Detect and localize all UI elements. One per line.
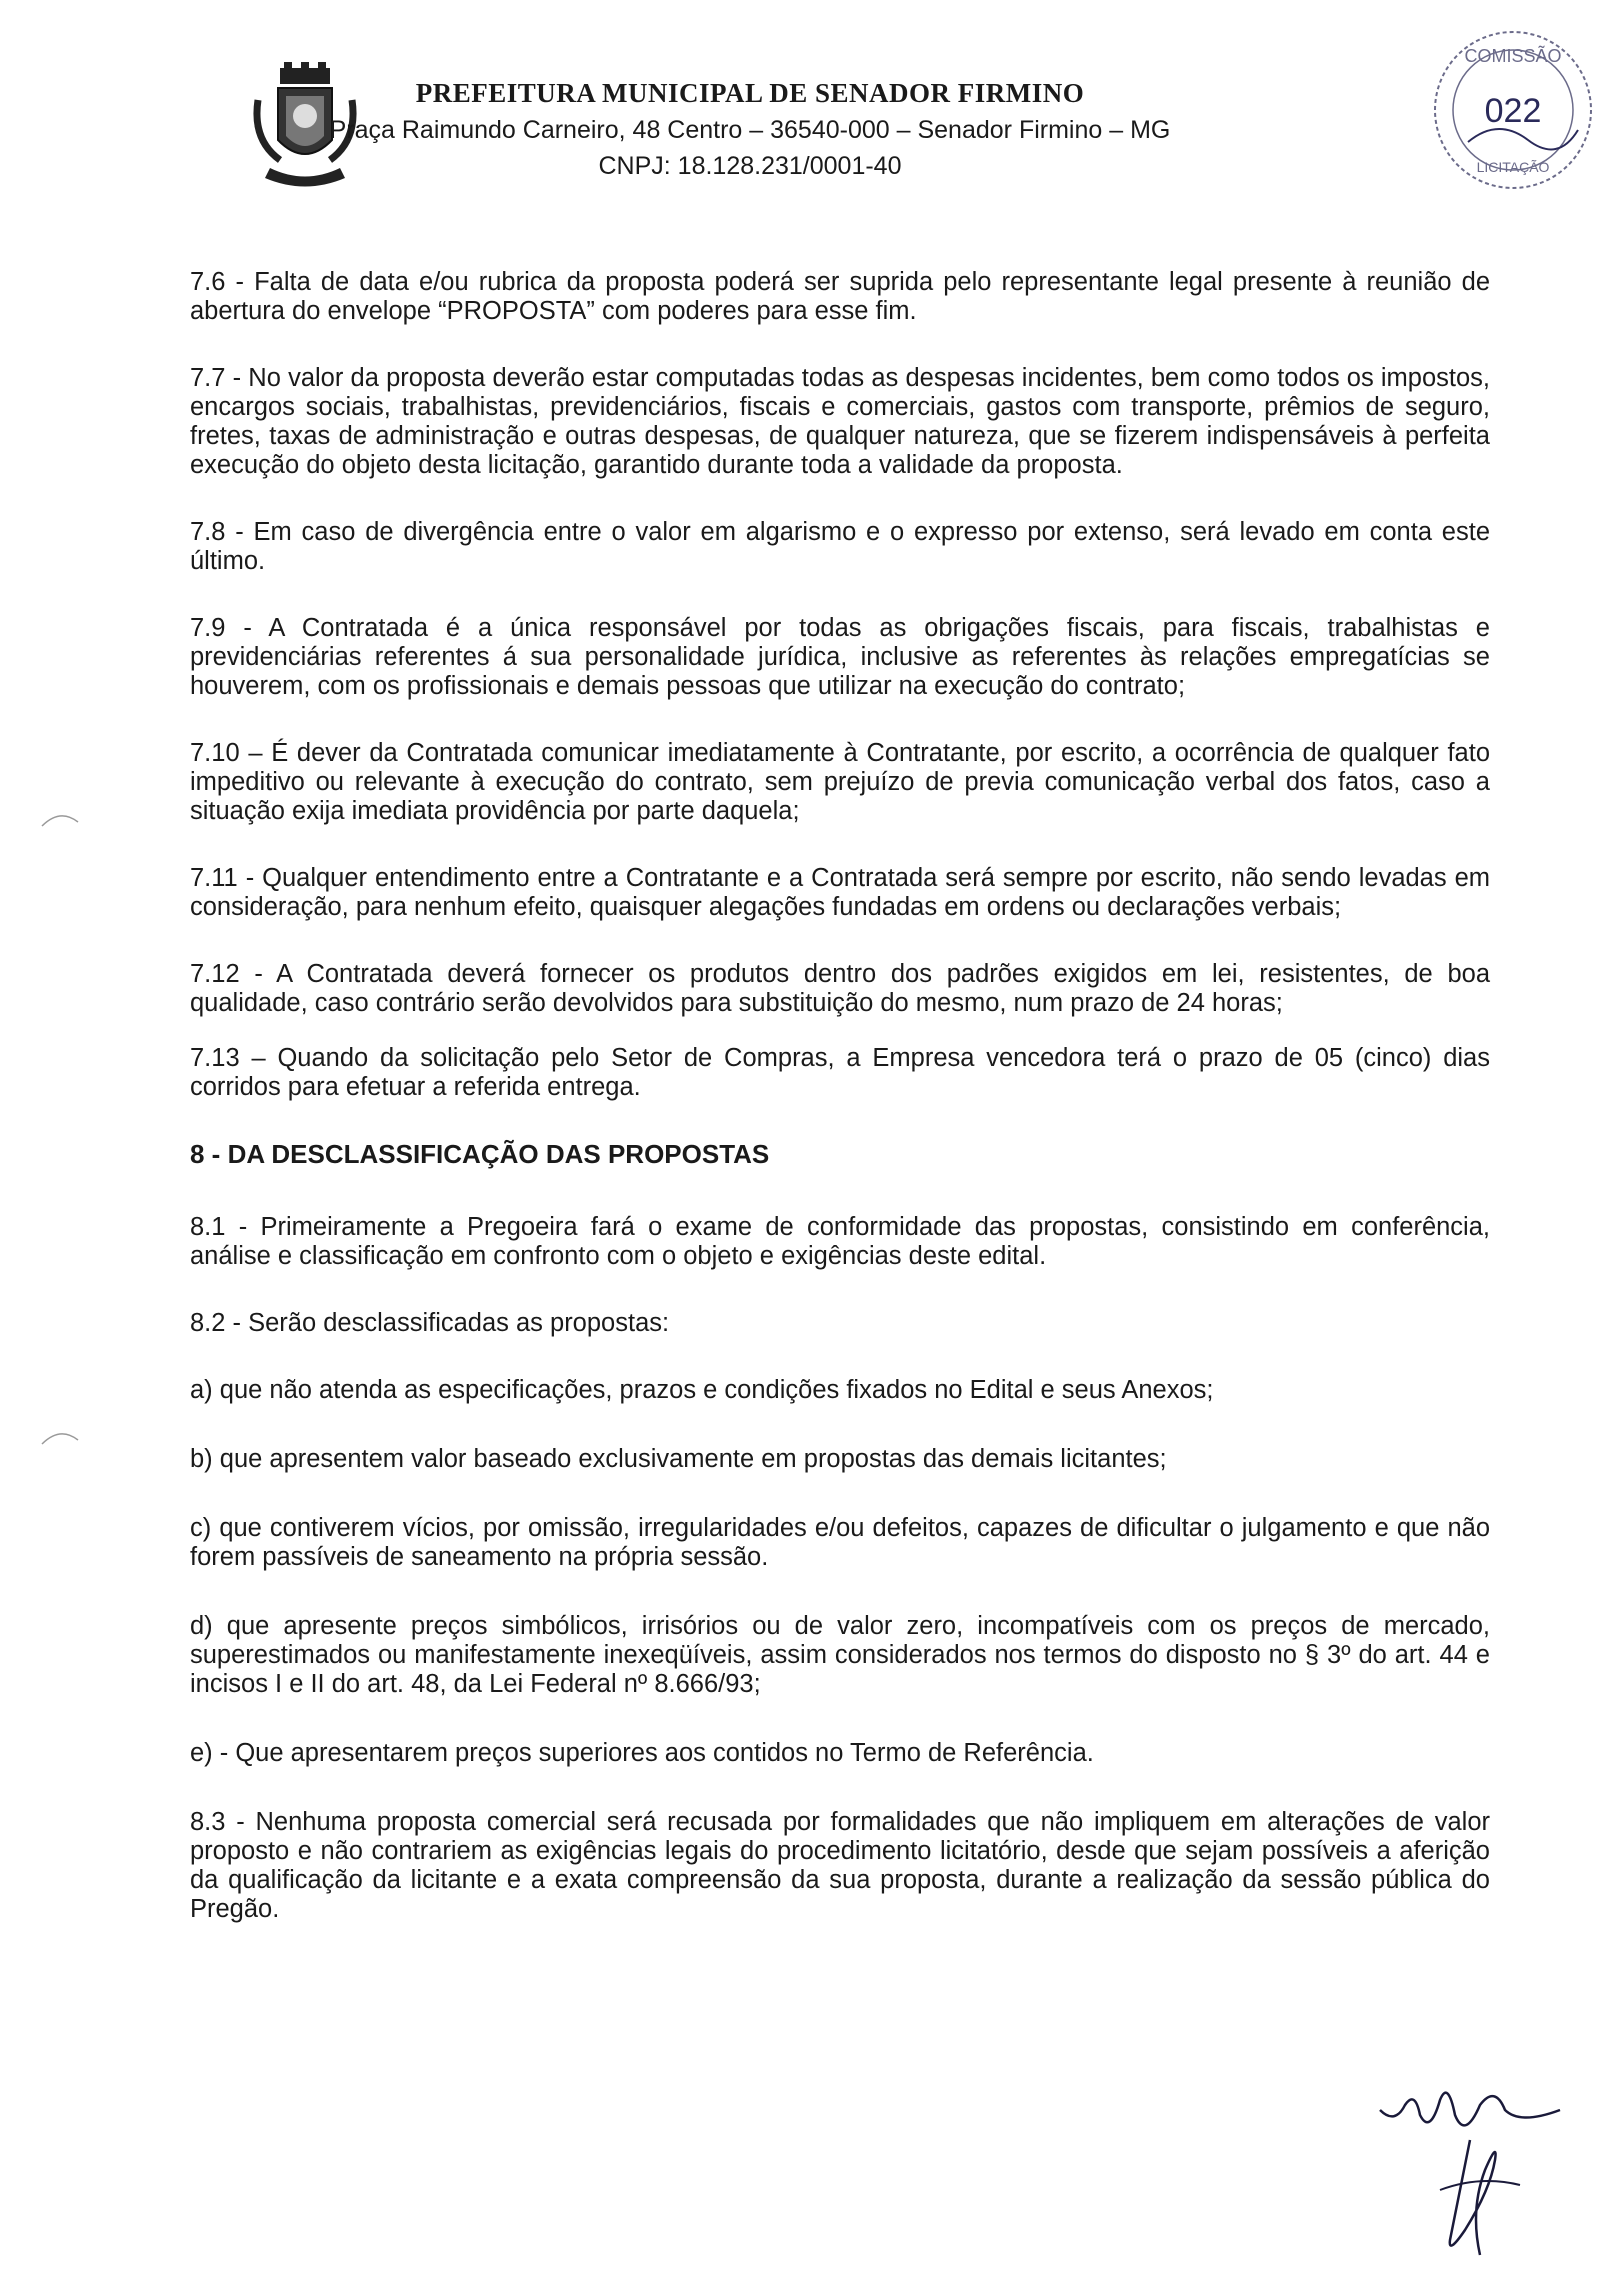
clause-8-2-a: a) que não atenda as especificações, prazos e condições fixados no Edital e seus Anexos; xyxy=(190,1376,1214,1404)
letterhead xyxy=(250,78,1480,188)
punch-mark-icon xyxy=(40,1426,80,1446)
seal-bottom-text: LICITAÇÃO xyxy=(1476,159,1550,175)
clause-7-8: 7.8 - Em caso de divergência entre o valor em algarismo e o expresso por extenso, será levado em conta este último. xyxy=(190,518,1490,575)
clause-7-12: 7.12 - A Contratada deverá fornecer os produtos dentro dos padrões exigidos em lei, resistentes, de boa qualidade, caso contrário serão devolvidos para substituição do mesmo, num prazo de 24 horas; xyxy=(190,960,1490,1017)
clause-8-1: 8.1 - Primeiramente a Pregoeira fará o exame de conformidade das propostas, consistindo em conferência, análise e classificação em confronto com o objeto e exigências deste edital. xyxy=(190,1213,1490,1270)
punch-mark-icon xyxy=(40,808,80,828)
seal-number: 022 xyxy=(1484,92,1542,130)
signature-initials xyxy=(1370,2080,1570,2270)
clause-8-2-b: b) que apresentem valor baseado exclusivamente em propostas das demais licitantes; xyxy=(190,1445,1167,1473)
clause-7-9: 7.9 - A Contratada é a única responsável por todas as obrigações fiscais, para fiscais, trabalhistas e previdenciárias referentes á sua personalidade jurídica, inclusive as referentes às relações empregatícias se houverem, com os profissionais e demais pessoas que utilizar na execução do contrato; xyxy=(190,614,1490,700)
seal-text: COMISSÃO xyxy=(1464,46,1562,66)
header-cnpj: CNPJ: 18.128.231/0001-40 xyxy=(598,152,902,180)
clause-7-7: 7.7 - No valor da proposta deverão estar computadas todas as despesas incidentes, bem como todos os impostos, encargos sociais, trabalhistas, previdenciários, fiscais e comerciais, gastos com transporte, prêmios de seguro, fretes, taxas de administração e outras despesas, de qualquer natureza, que se fizerem indispensáveis à perfeita execução do objeto desta licitação, garantido durante toda a validade da proposta. xyxy=(190,364,1490,479)
header-address: Praça Raimundo Carneiro, 48 Centro – 36540-000 – Senador Firmino – MG xyxy=(329,116,1171,144)
section-8-heading: 8 - DA DESCLASSIFICAÇÃO DAS PROPOSTAS xyxy=(190,1139,770,1169)
clause-8-2-d: d) que apresente preços simbólicos, irrisórios ou de valor zero, incompatíveis com os preços de mercado, superestimados ou manifestamente inexeqüíveis, assim considerados nos termos do disposto no § 3º do art. 44 e incisos I e II do art. 48, da Lei Federal nº 8.666/93; xyxy=(190,1612,1490,1698)
header-title: PREFEITURA MUNICIPAL DE SENADOR FIRMINO xyxy=(415,78,1085,108)
clause-7-10: 7.10 – É dever da Contratada comunicar imediatamente à Contratante, por escrito, a ocorrência de qualquer fato impeditivo ou relevante à execução do contrato, sem prejuízo de previa comunicação verbal dos fatos, caso a situação exija imediata providência por parte daquela; xyxy=(190,739,1490,825)
clause-8-2-c: c) que contiverem vícios, por omissão, irregularidades e/ou defeitos, capazes de dificultar o julgamento e que não forem passíveis de saneamento na própria sessão. xyxy=(190,1514,1490,1571)
clause-7-6: 7.6 - Falta de data e/ou rubrica da proposta poderá ser suprida pelo representante legal presente à reunião de abertura do envelope “PROPOSTA” com poderes para esse fim. xyxy=(190,268,1490,325)
clause-7-13: 7.13 – Quando da solicitação pelo Setor de Compras, a Empresa vencedora terá o prazo de 05 (cinco) dias corridos para efetuar a referida entrega. xyxy=(190,1044,1490,1101)
clause-8-3: 8.3 - Nenhuma proposta comercial será recusada por formalidades que não impliquem em alterações de valor proposto e não contrariem as exigências legais do procedimento licitatório, desde que sejam possíveis a aferição da qualificação da licitante e a exata compreensão da sua proposta, durante a realização da sessão pública do Pregão. xyxy=(190,1808,1490,1923)
clause-8-2: 8.2 - Serão desclassificadas as propostas: xyxy=(190,1309,670,1337)
clause-8-2-e: e) - Que apresentarem preços superiores aos contidos no Termo de Referência. xyxy=(190,1739,1094,1767)
clause-7-11: 7.11 - Qualquer entendimento entre a Contratante e a Contratada será sempre por escrito, não sendo levadas em consideração, para nenhum efeito, quaisquer alegações fundadas em ordens ou declarações verbais; xyxy=(190,864,1490,921)
document-body xyxy=(190,268,1490,1962)
commission-seal-stamp xyxy=(1428,22,1598,197)
